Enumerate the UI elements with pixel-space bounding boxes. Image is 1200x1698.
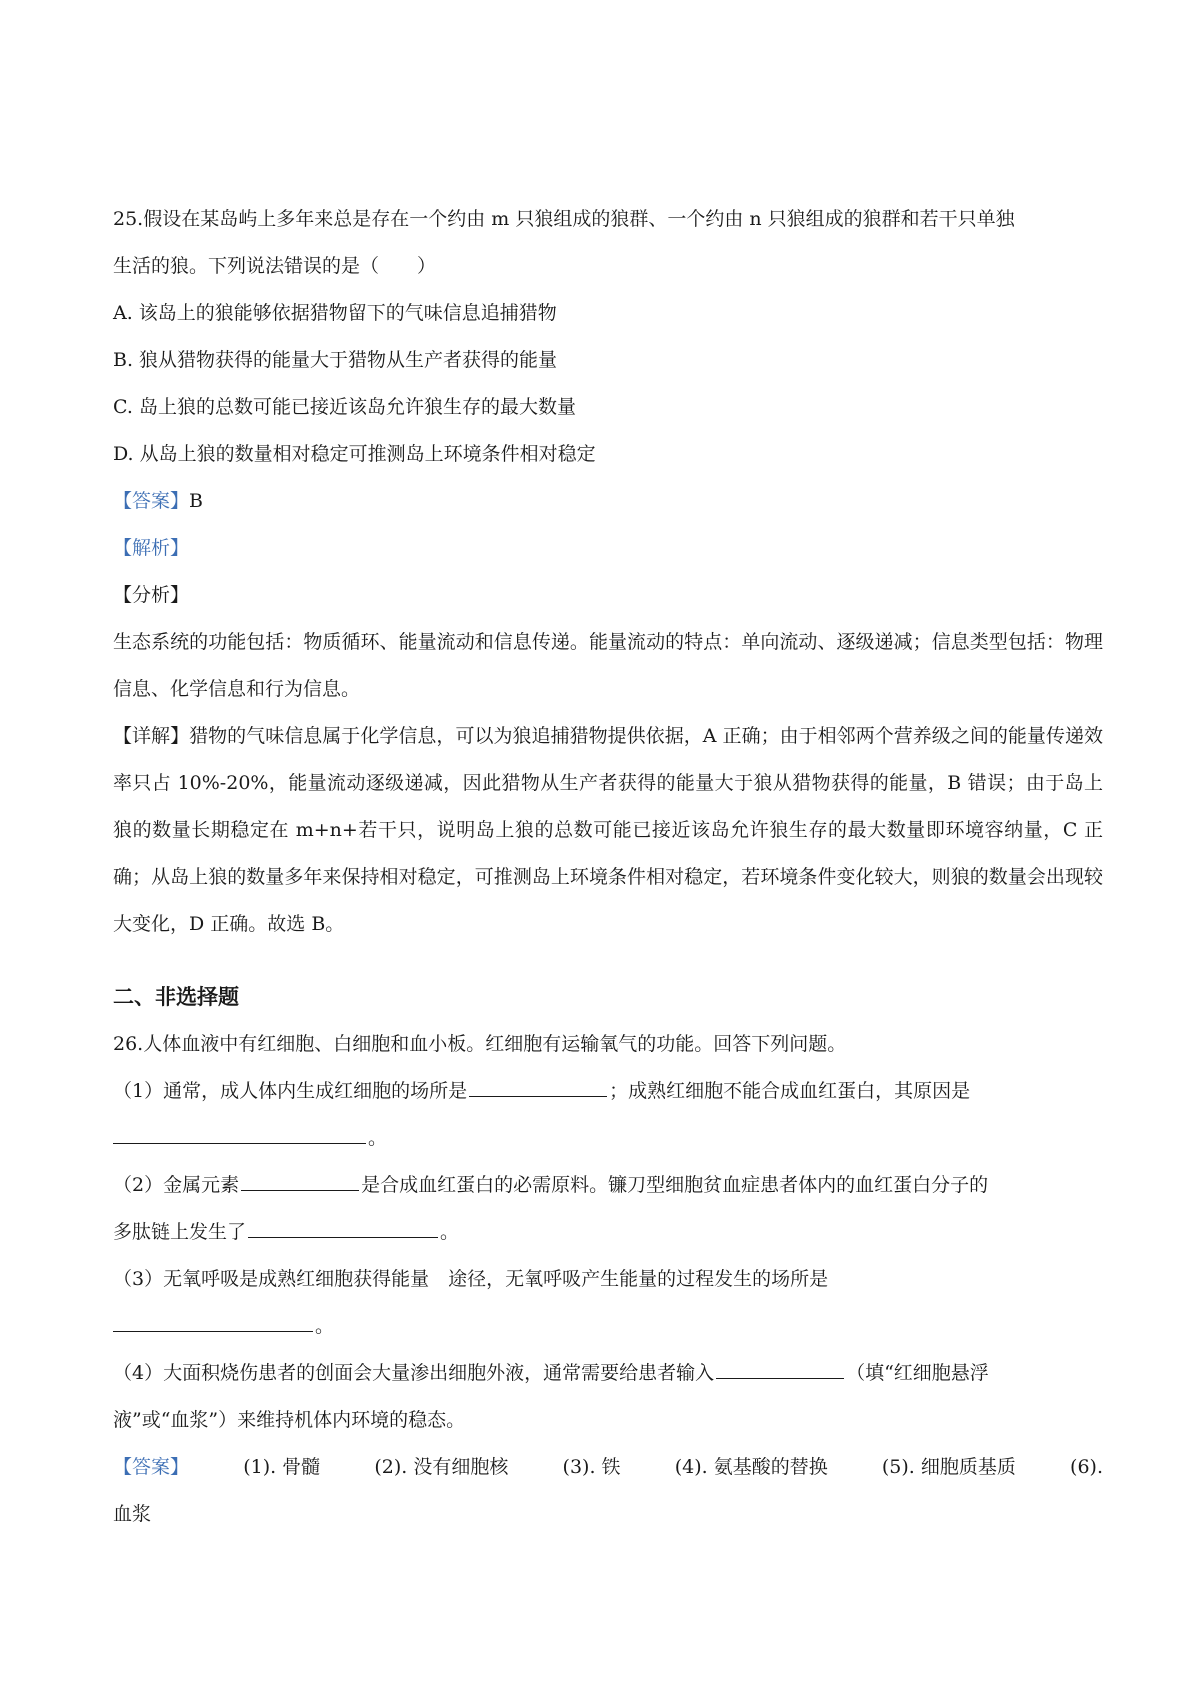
- document-page: [113, 196, 1103, 1538]
- q26-answer-3: (3). 铁: [562, 1456, 621, 1478]
- q25-option-a: A. 该岛上的狼能够依据猎物留下的气味信息追捕猎物: [113, 302, 557, 324]
- q25-jiexi: [113, 525, 1103, 572]
- q26-part3-line2: [113, 1303, 1103, 1350]
- xiangjie-label: 【详解】: [113, 725, 190, 747]
- q26-p2-text-b: 是合成血红蛋白的必需原料。镰刀型细胞贫血症患者体内的血红蛋白分子的: [361, 1174, 989, 1196]
- answer-blank-1: [469, 1076, 607, 1097]
- q26-part1-line2: [113, 1115, 1103, 1162]
- q26-answer-tail: 血浆: [113, 1503, 152, 1525]
- q25-fenxi-text: 生态系统的功能包括：物质循环、能量流动和信息传递。能量流动的特点：单向流动、逐级递减；信息类型包括：物理信息、化学信息和行为信息。: [113, 631, 1103, 700]
- q25-fenxi-label: 【分析】: [113, 584, 190, 606]
- answer-blank-6: [716, 1358, 844, 1379]
- answer-value: B: [189, 490, 203, 512]
- answer-label: 【答案】: [113, 490, 190, 512]
- jiexi-label: 【解析】: [113, 537, 190, 559]
- q26-p1-text-c: 。: [368, 1127, 388, 1149]
- q26-answer-label: 【答案】: [113, 1456, 190, 1478]
- q25-stem-line2: 生活的狼。下列说法错误的是（ ）: [113, 255, 437, 277]
- q25-xiangjie: [113, 713, 1103, 948]
- section-title: 二、非选择题: [113, 985, 239, 1009]
- q25-stem-line1: 25.假设在某岛屿上多年来总是存在一个约由 m 只狼组成的狼群、一个约由 n 只狼组成的狼群和若干只单独: [113, 208, 1015, 230]
- q26-part2-line1: [113, 1162, 1103, 1209]
- q26-answer-1: (1). 骨髓: [243, 1456, 321, 1478]
- answer-blank-2: [113, 1123, 366, 1144]
- q26-answer-6: (6).: [1070, 1456, 1103, 1478]
- q26-stem: 26.人体血液中有红细胞、白细胞和血小板。红细胞有运输氧气的功能。回答下列问题。: [113, 1033, 847, 1055]
- q26-part2-line2: [113, 1209, 1103, 1256]
- q26-answer-2: (2). 没有细胞核: [374, 1456, 509, 1478]
- q26-part4-line2: 液”或“血浆”）来维持机体内环境的稳态。: [113, 1409, 466, 1431]
- q25-answer: [113, 478, 1103, 525]
- q26-p3-text-b: 。: [315, 1315, 335, 1337]
- q26-p2-text-c: 多肽链上发生了: [113, 1221, 247, 1243]
- q26-p4-text-b: （填“红细胞悬浮: [846, 1362, 989, 1384]
- answer-blank-5: [113, 1311, 313, 1332]
- answer-blank-4: [248, 1217, 438, 1238]
- q26-part3-line1: （3）无氧呼吸是成熟红细胞获得能量 途径，无氧呼吸产生能量的过程发生的场所是: [113, 1268, 829, 1290]
- q25-option-b: B. 狼从猎物获得的能量大于猎物从生产者获得的能量: [113, 349, 558, 371]
- q25-option-d: D. 从岛上狼的数量相对稳定可推测岛上环境条件相对稳定: [113, 443, 596, 465]
- answer-blank-3: [241, 1170, 359, 1191]
- q26-answer-4: (4). 氨基酸的替换: [674, 1456, 828, 1478]
- q26-p4-text-a: （4）大面积烧伤患者的创面会大量渗出细胞外液，通常需要给患者输入: [113, 1362, 715, 1384]
- q26-answer-5: (5). 细胞质基质: [881, 1456, 1016, 1478]
- q26-p2-text-a: （2）金属元素: [113, 1174, 240, 1196]
- xiangjie-text: 猎物的气味信息属于化学信息，可以为狼追捕猎物提供依据，A 正确；由于相邻两个营养级之间的能量传递效率只占 10%-20%，能量流动逐级递减，因此猎物从生产者获得的能量大于狼从猎物获得的能量，B 错误；由于岛上狼的数量长期稳定在 m+n+若干只，说明岛上狼的总数可能已接近该岛允许狼生存的最大数量即环境容纳量，C 正确；从岛上狼的数量多年来保持相对稳定，可推测岛上环境条件相对稳定，若环境条件变化较大，则狼的数量会出现较大变化，D 正确。故选 B。: [113, 725, 1103, 935]
- q25-option-c: C. 岛上狼的总数可能已接近该岛允许狼生存的最大数量: [113, 396, 576, 418]
- q26-part1-line1: [113, 1068, 1103, 1115]
- q26-answer-row: [113, 1444, 1103, 1491]
- q26-p1-text-b: ；成熟红细胞不能合成血红蛋白，其原因是: [609, 1080, 971, 1102]
- q26-p2-text-d: 。: [440, 1221, 460, 1243]
- q26-p1-text-a: （1）通常，成人体内生成红细胞的场所是: [113, 1080, 468, 1102]
- q26-part4-line1: [113, 1350, 1103, 1397]
